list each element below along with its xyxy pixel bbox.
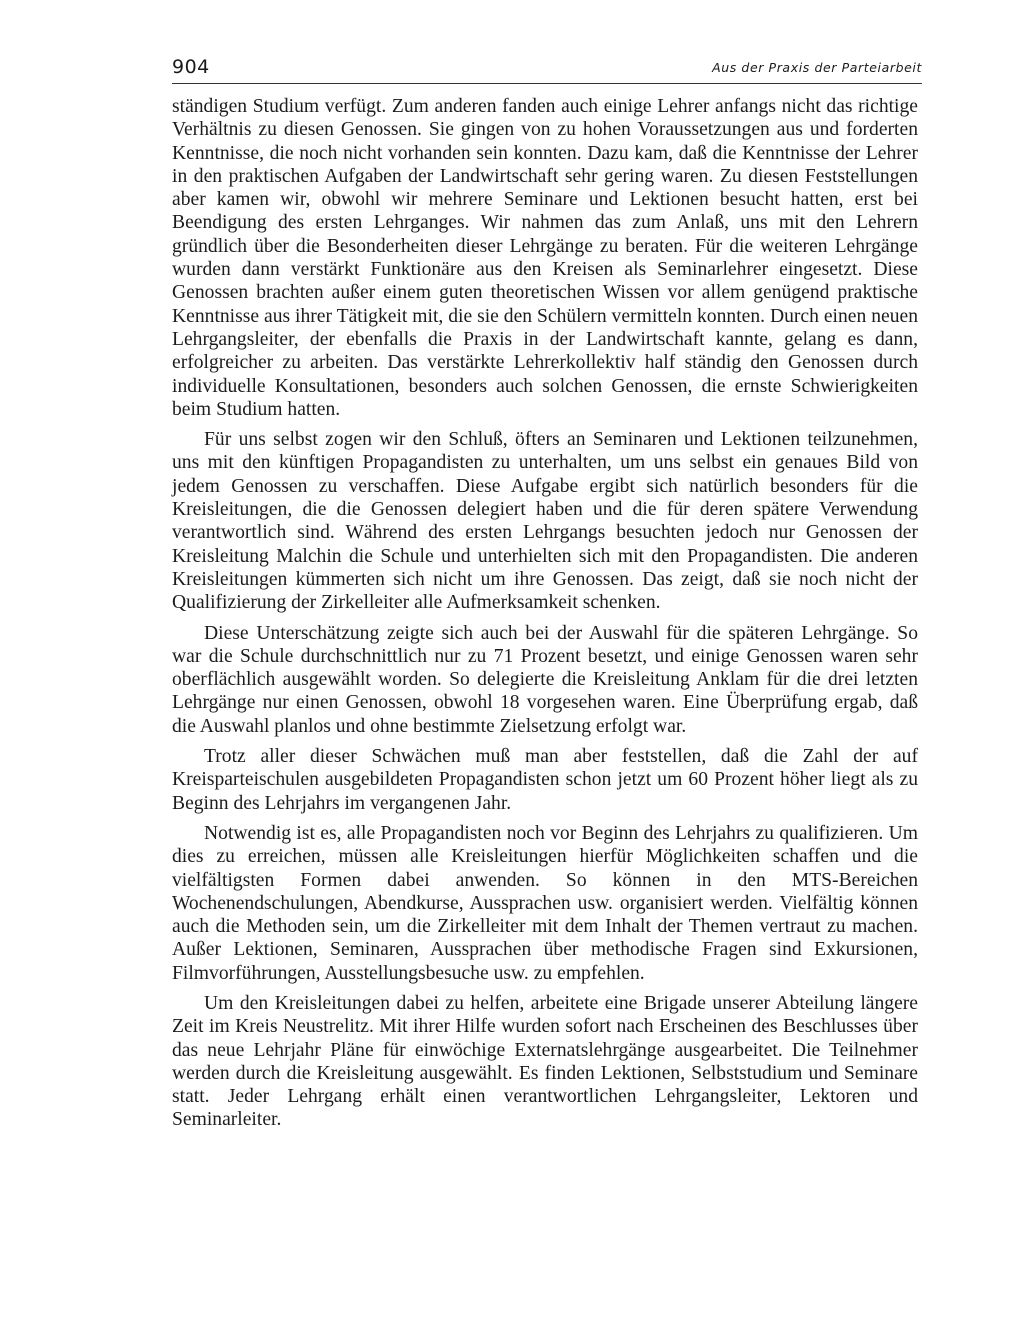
- paragraph-3: Diese Unterschätzung zeigte sich auch bei der Auswahl für die späteren Lehrgänge. So war die Schule durchschnittlich nur zu 71 Prozent besetzt, und einige Genossen waren sehr oberflächlich ausgewählt worden. So delegierte die Kreisleitung Anklam für die drei letzten Lehrgänge nur einen Genossen, obwohl 18 vorgesehen waren. Eine Überprüfung ergab, daß die Auswahl planlos und ohne bestimmte Zielsetzung erfolgt war.: [172, 622, 918, 737]
- body-text: [172, 95, 918, 1139]
- paragraph-5: Notwendig ist es, alle Propagandisten noch vor Beginn des Lehrjahrs zu qualifizieren. Um dies zu erreichen, müssen alle Kreisleitungen hierfür Möglichkeiten schaffen und die vielfältigsten Formen dabei anwenden. So können in den MTS-Bereichen Wochenendschulungen, Abendkurse, Aussprachen usw. organisiert werden. Vielfältig können auch die Methoden sein, um die Zirkelleiter mit dem Inhalt der Themen vertraut zu machen. Außer Lektionen, Seminaren, Aussprachen über methodische Fragen sind Exkursionen, Filmvorführungen, Ausstellungsbesuche usw. zu empfehlen.: [172, 822, 918, 984]
- paragraph-2: Für uns selbst zogen wir den Schluß, öfters an Seminaren und Lektionen teilzunehmen, uns mit den künftigen Propagandisten zu unterhalten, um uns selbst ein genaues Bild von jedem Genossen zu verschaffen. Diese Aufgabe ergibt sich natürlich besonders für die Kreisleitungen, die die Genossen delegiert haben und die für deren spätere Verwendung verantwortlich sind. Während des ersten Lehrgangs besuchten jedoch nur Genossen der Kreisleitung Malchin die Schule und unterhielten sich mit den Propagandisten. Die anderen Kreisleitungen kümmerten sich nicht um ihre Genossen. Das zeigt, daß sie noch nicht der Qualifizierung der Zirkelleiter alle Aufmerksamkeit schenken.: [172, 429, 918, 614]
- page-header: [172, 56, 922, 84]
- header-rule: [172, 83, 922, 84]
- page-number: 904: [172, 56, 210, 78]
- paragraph-4: Trotz aller dieser Schwächen muß man aber feststellen, daß die Zahl der auf Kreisparteischulen ausgebildeten Propagandisten schon jetzt um 60 Prozent höher liegt als zu Beginn des Lehrjahrs im vergangenen Jahr.: [172, 746, 918, 814]
- running-head: Aus der Praxis der Parteiarbeit: [712, 60, 922, 75]
- paragraph-6: Um den Kreisleitungen dabei zu helfen, arbeitete eine Brigade unserer Abteilung längere Zeit im Kreis Neustrelitz. Mit ihrer Hilfe wurden sofort nach Erscheinen des Beschlusses über das neue Lehrjahr Pläne für einwöchige Externatslehrgänge ausgearbeitet. Die Teilnehmer werden durch die Kreisleitung ausgewählt. Es finden Lektionen, Selbststudium und Seminare statt. Jeder Lehrgang erhält einen verantwortlichen Lehrgangsleiter, Lektoren und Seminarleiter.: [172, 992, 918, 1131]
- paragraph-1: ständigen Studium verfügt. Zum anderen fanden auch einige Lehrer anfangs nicht das richtige Verhältnis zu diesen Genossen. Sie gingen von zu hohen Voraussetzungen aus und forderten Kenntnisse, die noch nicht vorhanden sein konnten. Dazu kam, daß die Kenntnisse der Lehrer in den praktischen Aufgaben der Landwirtschaft sehr gering waren. Zu diesen Feststellungen aber kamen wir, obwohl wir mehrere Seminare und Lektionen besucht hatten, erst bei Beendigung des ersten Lehrganges. Wir nahmen das zum Anlaß, uns mit den Lehrern gründlich über die Besonderheiten dieser Lehrgänge zu beraten. Für die weiteren Lehrgänge wurden dann verstärkt Funktionäre aus den Kreisen als Seminarlehrer eingesetzt. Diese Genossen brachten außer einem guten theoretischen Wissen vor allem genügend praktische Kenntnisse aus ihrer Tätigkeit mit, die sie den Schülern vermitteln konnten. Durch einen neuen Lehrgangsleiter, der ebenfalls die Praxis in der Landwirtschaft kannte, gelang es dann, erfolgreicher zu arbeiten. Das verstärkte Lehrerkollektiv half ständig den Genossen durch individuelle Konsultationen, besonders auch solchen Genossen, die ernste Schwierigkeiten beim Studium hatten.: [172, 96, 918, 420]
